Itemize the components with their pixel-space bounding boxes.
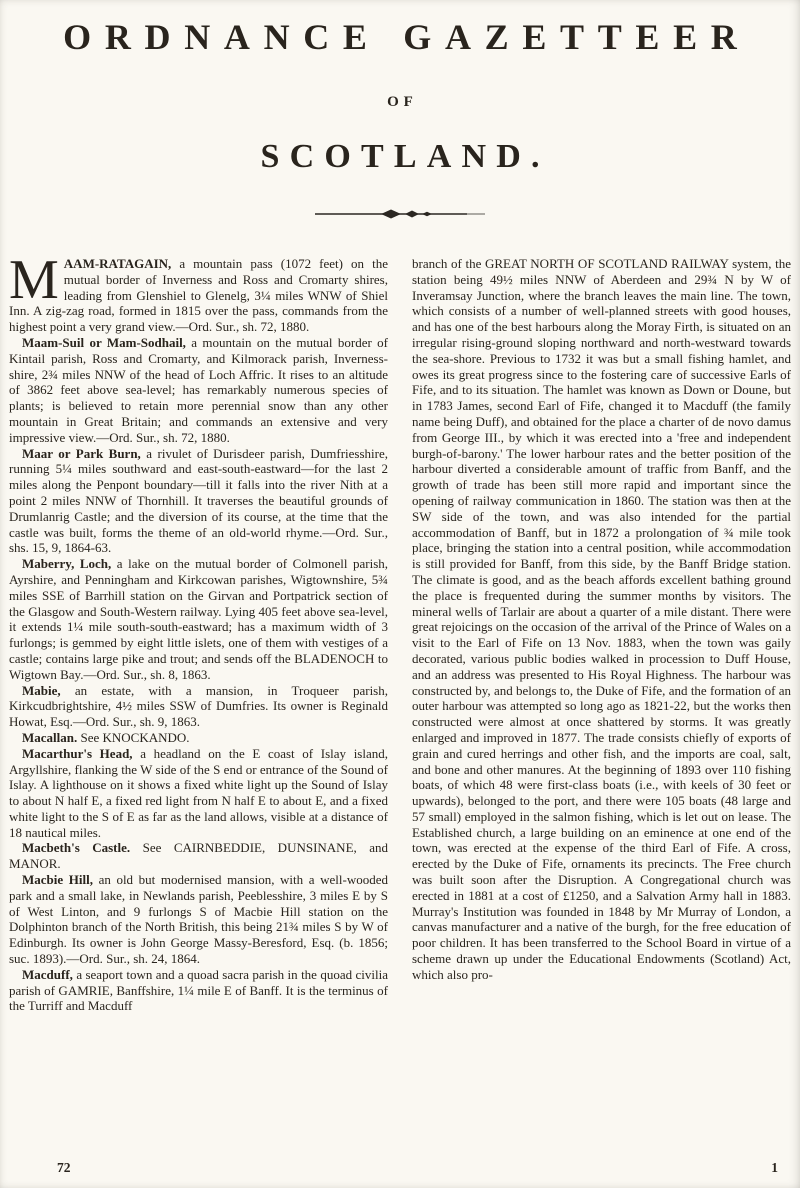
entry-maam-ratagain: [9, 249, 388, 335]
entry-term: Macallan.: [22, 729, 78, 745]
ornamental-divider-graphic: [315, 208, 485, 220]
entry-body: an old but modernised mansion, with a well-wooded park and a small lake, in Newlands parish, Peeblesshire, 3 miles E by S of West Linton, and 9 furlongs S of Macbie Hill station on the Dolphinton branch of the North British, this being 21¾ miles S by W of Edinburgh. Its owner is John George Massy-Beresford, Esq. (b. 1856; suc. 1893).—Ord. Sur., sh. 24, 1864.: [9, 872, 389, 967]
page-title-of: OF: [387, 94, 418, 110]
entry-maberry-loch: [9, 556, 388, 682]
page-number-left: 72: [57, 1160, 71, 1175]
entry-body: See KNOCKANDO.: [77, 729, 190, 745]
entry-body: branch of the GREAT NORTH OF SCOTLAND RAILWAY system, the station being 49½ miles NNW of Aberdeen and 29¾ N by W of Inveramsay Junction, where the branch leaves the main line. The town, which consists of a number of well-planned streets with good houses, and has one of the best harbours along the Moray Firth, is situated on an irregular rising-ground sloping northward and north-westward towards the sea-shore. Previous to 1732 it was but a small fishing hamlet, and owes its great progress since to the fostering care of successive Earls of Fife, and to its situation. The hamlet was known as Down or Doune, but in 1783 James, second Earl of Fife, changed it to Macduff (the family name being Duff), and obtained for the place a charter of de novo damus from George III., by which it was erected into a 'free and independent burgh-of-barony.' The lower harbour rates and the better position of the harbour diverted a considerable amount of traffic from Banff, and the growth of trade has been still more rapid and important since the opening of railway communication in 1860. The station was then at the SW side of the town, and was also intended for the partial accommodation of Banff, but in 1872 a prolongation of ¾ mile took place, bringing the station into a central position, while accommodation is still provided for Banff, from this side, by the Banff Bridge station. The climate is good, and as the beach affords excellent bathing ground the place is frequented during the summer months by visitors. The mineral wells of Tarlair are about a quarter of a mile distant. There were great rejoicings on the occasion of the arrival of the Prince of Wales on a visit to the Earl of Fife on 13 Nov. 1883, when the town was gaily decorated, various public bodies walked in procession to Duff House, and an address was presented to His Royal Highness. The harbour was constructed by, and belongs to, the Duke of Fife, and the formation of an outer harbour was attempted so long ago as 1821-22, but the works then constructed were almost at once shattered by storms. It was greatly enlarged and improved in 1877. The trade consists chiefly of exports of grain and cured herrings and other fish, and the imports are coal, salt, and bone and other manures. At the beginning of 1893 over 110 fishing boats, of which 48 were first-class boats (i.e., with keels of 30 feet or upwards), belonged to the port, and there were 105 boats (48 large and 57 small) employed in the salmon fishing, which is let out on lease. The Established church, a large building on an eminence at one end of the town, was erected at the expense of the third Earl of Fife. A cross, erected by the Duke of Fife, ornaments its precincts. The Free church was built soon after the Disruption. A Congregational church was erected in 1881 at a cost of £1250, and a Salvation Army hall in 1883. Murray's Institution was founded in 1848 by Mr Murray of London, a canvas manufacturer and a native of the burgh, for the free education of poor children. It has been transferred to the School Board in virtue of a scheme drawn up under the Educational Endowments (Scotland) Act, which also pro-: [412, 256, 791, 982]
entry-body: a lake on the mutual border of Colmonell parish, Ayrshire, and Penningham and Kirkcowan parishes, Wigtownshire, 5¾ miles SSE of Barrhill station on the Girvan and Portpatrick section of the Glasgow and South-Western railway. Lying 405 feet above sea-level, it extends 1¼ mile south-south-eastward; has a maximum width of 3 furlongs; is gemmed by eight little islets, one of them with vestiges of a castle; contains large pike and trout; and sends off the BLADENOCH to Wigtown Bay.—Ord. Sur., sh. 8, 1863.: [9, 556, 388, 682]
entry-body: a seaport town and a quoad sacra parish in the quoad civilia parish of GAMRIE, Banffshire, 1¼ mile E of Banff. It is the terminus of the Turriff and Macduff: [9, 966, 388, 1014]
page-number-right: 1: [771, 1160, 778, 1175]
entry-body: a mountain pass (1072 feet) on the mutual border of Inverness and Ross and Cromarty shires, leading from Glenshiel to Glenelg, 3¼ miles WNW of Shiel Inn. A zig-zag road, formed in 1815 over the pass, commands from the highest point a very grand view.—Ord. Sur., sh. 72, 1880.: [9, 256, 388, 335]
entry-body: See CAIRNBEDDIE, DUNSINANE, and MANOR.: [9, 840, 388, 872]
right-column: [412, 256, 791, 1014]
entry-body: a mountain on the mutual border of Kintail parish, Ross and Cromarty, and Kilmorack parish, Inverness-shire, 2¾ miles NNW of the head of Loch Affric. It rises to an altitude of 3862 feet above sea-level; has remarkably numerous species of plants; is believed to retain more perennial snow than any other mountain in Great Britain; and commands an extensive and very impressive view.—Ord. Sur., sh. 72, 1880.: [9, 334, 388, 445]
masthead: [0, 0, 800, 220]
text-columns: [0, 249, 800, 1014]
entry-term: Macbie Hill,: [22, 872, 93, 888]
entry-term: Maar or Park Burn,: [22, 445, 141, 461]
page-title: ORDNANCE GAZETTEER: [63, 17, 751, 57]
entry-body: a headland on the E coast of Islay island, Argyllshire, flanking the W side of the S end or entrance of the Sound of Islay. A lighthouse on it shows a fixed white light up the Sound of Islay to about N half E, a fixed red light from N half E to about E, and a fixed white light to the S of E as far as the land allows, visible at a distance of 18 nautical miles.: [9, 745, 388, 840]
entry-macbie-hill: [9, 872, 388, 967]
page-title-scotland: SCOTLAND.: [260, 138, 550, 175]
entry-macallan: [9, 730, 388, 746]
page-footer: [0, 1160, 800, 1176]
entry-macarthurs-head: [9, 746, 388, 841]
entry-body: an estate, with a mansion, in Troqueer parish, Kirkcudbrightshire, 4½ miles SSW of Dumfries. Its owner is Reginald Howat, Esq.—Ord. Sur., sh. 9, 1863.: [9, 682, 388, 730]
entry-term: Maam-Suil or Mam-Sodhail,: [22, 334, 186, 350]
entry-term: Macbeth's Castle.: [22, 840, 131, 856]
entry-term: Mabie,: [22, 682, 61, 698]
entry-term: Macarthur's Head,: [22, 745, 133, 761]
drop-cap-initial: M: [9, 249, 59, 311]
ornamental-divider: [0, 208, 800, 220]
entry-term: Macduff,: [22, 966, 73, 982]
entry-maam-suil: [9, 335, 388, 446]
entry-macduff: [9, 967, 388, 1014]
entry-mabie: [9, 683, 388, 730]
entry-macduff-continuation: [412, 256, 791, 983]
entry-term: AAM-RATAGAIN,: [63, 256, 172, 271]
entry-term: Maberry, Loch,: [22, 556, 112, 572]
entry-maar-or-park-burn: [9, 446, 388, 557]
entry-macbeths-castle: [9, 840, 388, 872]
left-column: [9, 249, 389, 1014]
entry-body: a rivulet of Durisdeer parish, Dumfriesshire, running 5¼ miles southward and east-south-eastward—for the last 2 miles along the Penpont boundary—till it falls into the river Nith at a point 2 miles NNW of Thornhill. It traverses the beautiful grounds of Drumlanrig Castle; and the diversion of its course, at the time that the castle was built, forms the theme of an old-world rhyme.—Ord. Sur., shs. 15, 9, 1864-63.: [9, 445, 388, 556]
